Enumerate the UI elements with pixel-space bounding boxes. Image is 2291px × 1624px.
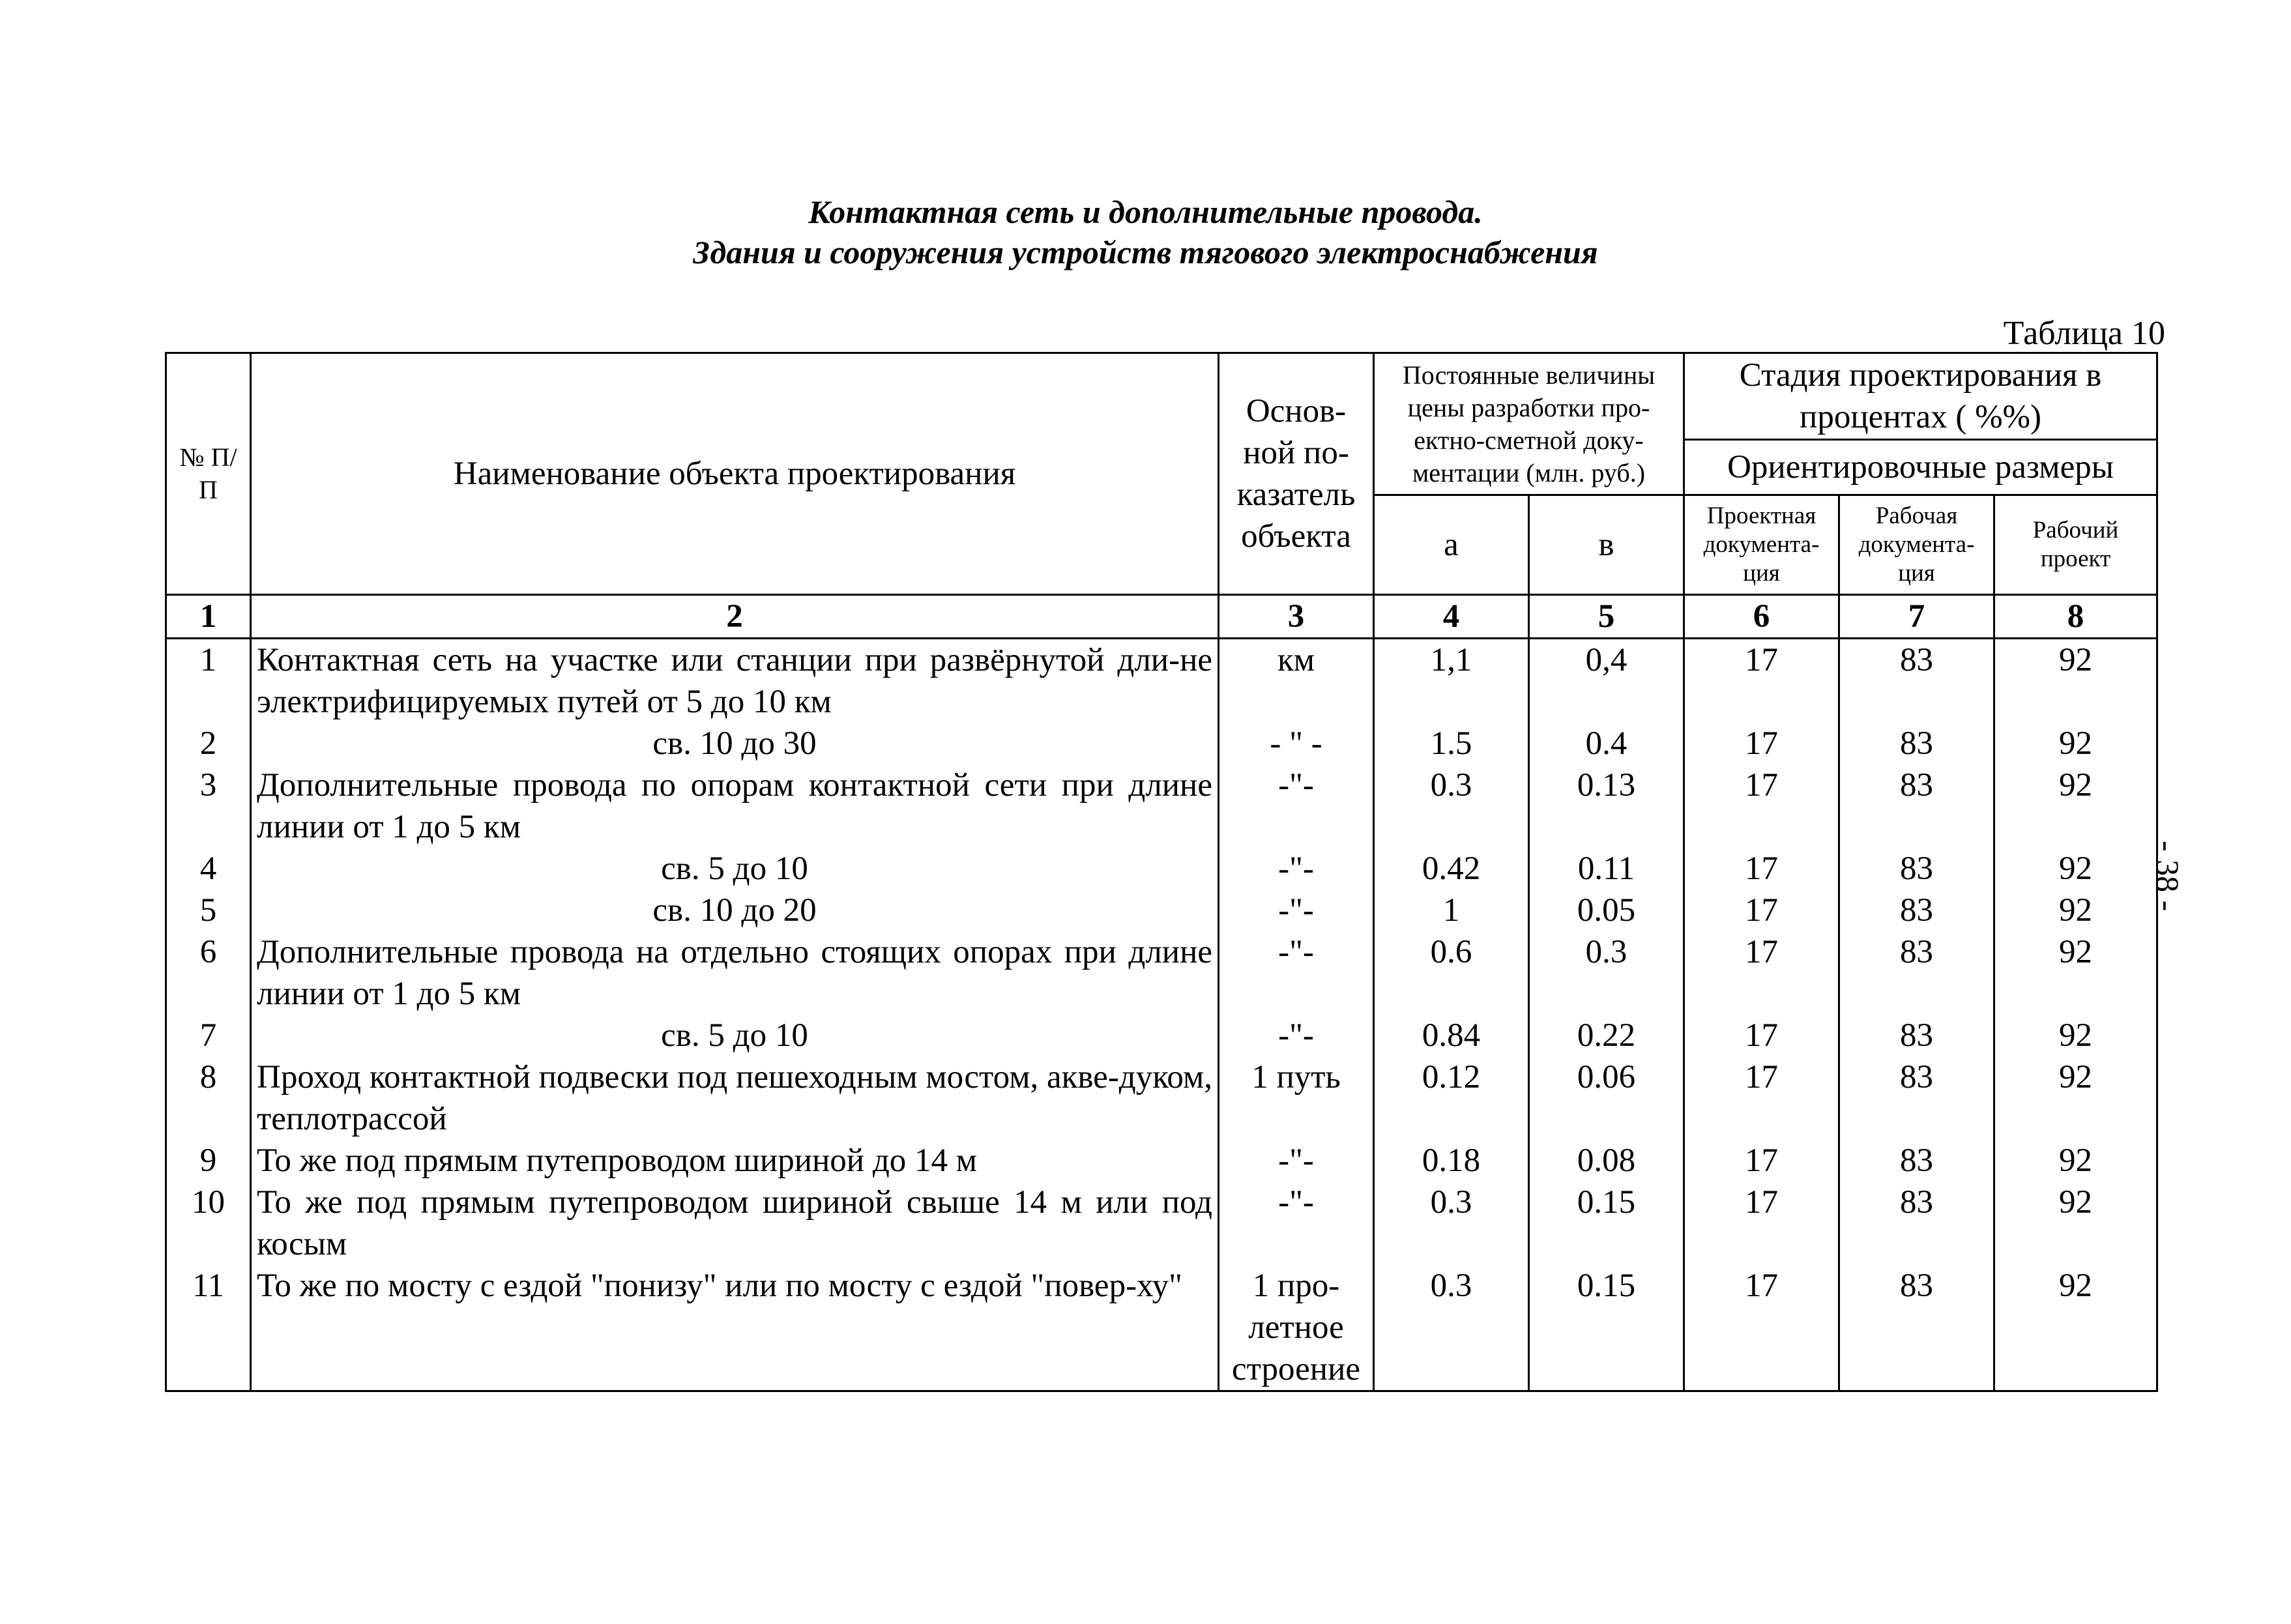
value-b: 0,4 bbox=[1529, 639, 1684, 723]
percent-project-doc: 17 bbox=[1684, 1056, 1839, 1140]
header-stage: Стадия проектирования в процентах ( %%) bbox=[1684, 353, 2157, 440]
indicator-unit: -"- bbox=[1219, 764, 1374, 848]
percent-work-doc: 83 bbox=[1839, 1015, 1994, 1056]
percent-project-doc: 17 bbox=[1684, 890, 1839, 931]
table-row bbox=[166, 848, 2157, 890]
percent-project-doc: 17 bbox=[1684, 931, 1839, 1015]
percent-project-doc: 17 bbox=[1684, 1015, 1839, 1056]
percent-work-doc: 83 bbox=[1839, 931, 1994, 1015]
object-name: Проход контактной подвески под пешеходным мостом, акве-дуком, теплотрассой bbox=[251, 1056, 1219, 1140]
value-a: 0.84 bbox=[1374, 1015, 1529, 1056]
header-work-project: Рабочий проект bbox=[1994, 495, 2157, 595]
table-row bbox=[166, 639, 2157, 723]
column-number: 2 bbox=[251, 595, 1219, 639]
header-indicator: Основ-ной по-казатель объекта bbox=[1219, 353, 1374, 595]
row-number: 5 bbox=[166, 890, 251, 931]
percent-work-project: 92 bbox=[1994, 848, 2157, 890]
indicator-unit: 1 про-летное строение bbox=[1219, 1265, 1374, 1391]
row-number: 4 bbox=[166, 848, 251, 890]
page-number: - 38 - bbox=[2150, 841, 2186, 912]
value-a: 0.18 bbox=[1374, 1140, 1529, 1182]
percent-project-doc: 17 bbox=[1684, 1140, 1839, 1182]
value-b: 0.3 bbox=[1529, 931, 1684, 1015]
percent-work-doc: 83 bbox=[1839, 1182, 1994, 1265]
indicator-unit: км bbox=[1219, 639, 1374, 723]
percent-work-doc: 83 bbox=[1839, 639, 1994, 723]
header-col-b: в bbox=[1529, 495, 1684, 595]
percent-work-project: 92 bbox=[1994, 639, 2157, 723]
document-title-line1: Контактная сеть и дополнительные провода. bbox=[808, 194, 1483, 230]
table-row bbox=[166, 931, 2157, 1015]
header-name: Наименование объекта проектирования bbox=[251, 353, 1219, 595]
object-name: св. 10 до 30 bbox=[251, 723, 1219, 764]
percent-work-doc: 83 bbox=[1839, 723, 1994, 764]
percent-work-project: 92 bbox=[1994, 1015, 2157, 1056]
value-a: 1.5 bbox=[1374, 723, 1529, 764]
table-row bbox=[166, 764, 2157, 848]
row-number: 10 bbox=[166, 1182, 251, 1265]
header-work-doc: Рабочая документа-ция bbox=[1839, 495, 1994, 595]
percent-work-doc: 83 bbox=[1839, 890, 1994, 931]
value-a: 0.3 bbox=[1374, 1182, 1529, 1265]
table-label: Таблица 10 bbox=[2003, 315, 2165, 352]
row-number: 7 bbox=[166, 1015, 251, 1056]
indicator-unit: -"- bbox=[1219, 890, 1374, 931]
percent-project-doc: 17 bbox=[1684, 848, 1839, 890]
column-number-row bbox=[166, 595, 2157, 639]
table-row bbox=[166, 1056, 2157, 1140]
percent-work-doc: 83 bbox=[1839, 848, 1994, 890]
value-b: 0.06 bbox=[1529, 1056, 1684, 1140]
value-a: 1,1 bbox=[1374, 639, 1529, 723]
indicator-unit: 1 путь bbox=[1219, 1056, 1374, 1140]
percent-project-doc: 17 bbox=[1684, 764, 1839, 848]
value-b: 0.05 bbox=[1529, 890, 1684, 931]
percent-work-doc: 83 bbox=[1839, 1265, 1994, 1391]
value-b: 0.15 bbox=[1529, 1182, 1684, 1265]
value-a: 0.6 bbox=[1374, 931, 1529, 1015]
table-row bbox=[166, 1265, 2157, 1391]
table-row bbox=[166, 1015, 2157, 1056]
table-row bbox=[166, 1182, 2157, 1265]
indicator-unit: -"- bbox=[1219, 931, 1374, 1015]
value-b: 0.22 bbox=[1529, 1015, 1684, 1056]
header-approx: Ориентировочные размеры bbox=[1684, 440, 2157, 495]
percent-work-doc: 83 bbox=[1839, 1056, 1994, 1140]
value-b: 0.11 bbox=[1529, 848, 1684, 890]
value-a: 0.12 bbox=[1374, 1056, 1529, 1140]
object-name: св. 5 до 10 bbox=[251, 848, 1219, 890]
percent-work-project: 92 bbox=[1994, 931, 2157, 1015]
header-project-doc: Проектная документа-ция bbox=[1684, 495, 1839, 595]
table-row bbox=[166, 890, 2157, 931]
column-number: 5 bbox=[1529, 595, 1684, 639]
column-number: 8 bbox=[1994, 595, 2157, 639]
object-name: То же под прямым путепроводом шириной свыше 14 м или под косым bbox=[251, 1182, 1219, 1265]
indicator-unit: -"- bbox=[1219, 1140, 1374, 1182]
percent-project-doc: 17 bbox=[1684, 723, 1839, 764]
object-name: То же по мосту с ездой "понизу" или по мосту с ездой "повер-ху" bbox=[251, 1265, 1219, 1391]
row-number: 3 bbox=[166, 764, 251, 848]
pricing-table bbox=[165, 352, 2158, 1392]
header-constants: Постоянные величины цены разработки про-ектно-сметной доку-ментации (млн. руб.) bbox=[1374, 353, 1684, 495]
indicator-unit: -"- bbox=[1219, 1182, 1374, 1265]
column-number: 7 bbox=[1839, 595, 1994, 639]
object-name: св. 5 до 10 bbox=[251, 1015, 1219, 1056]
indicator-unit: -"- bbox=[1219, 1015, 1374, 1056]
value-a: 1 bbox=[1374, 890, 1529, 931]
column-number: 3 bbox=[1219, 595, 1374, 639]
value-b: 0.15 bbox=[1529, 1265, 1684, 1391]
row-number: 6 bbox=[166, 931, 251, 1015]
row-number: 1 bbox=[166, 639, 251, 723]
column-number: 4 bbox=[1374, 595, 1529, 639]
value-a: 0.3 bbox=[1374, 764, 1529, 848]
percent-work-doc: 83 bbox=[1839, 764, 1994, 848]
indicator-unit: - " - bbox=[1219, 723, 1374, 764]
indicator-unit: -"- bbox=[1219, 848, 1374, 890]
row-number: 8 bbox=[166, 1056, 251, 1140]
row-number: 2 bbox=[166, 723, 251, 764]
table-row bbox=[166, 723, 2157, 764]
column-number: 1 bbox=[166, 595, 251, 639]
value-b: 0.13 bbox=[1529, 764, 1684, 848]
value-b: 0.08 bbox=[1529, 1140, 1684, 1182]
percent-work-project: 92 bbox=[1994, 723, 2157, 764]
column-number: 6 bbox=[1684, 595, 1839, 639]
value-a: 0.42 bbox=[1374, 848, 1529, 890]
document-title-line2: Здания и сооружения устройств тягового электроснабжения bbox=[693, 234, 1598, 270]
row-number: 9 bbox=[166, 1140, 251, 1182]
percent-work-project: 92 bbox=[1994, 764, 2157, 848]
percent-work-project: 92 bbox=[1994, 1056, 2157, 1140]
percent-project-doc: 17 bbox=[1684, 1182, 1839, 1265]
percent-work-project: 92 bbox=[1994, 1182, 2157, 1265]
percent-project-doc: 17 bbox=[1684, 1265, 1839, 1391]
header-num: № П/П bbox=[166, 353, 251, 595]
table-row bbox=[166, 1140, 2157, 1182]
percent-work-doc: 83 bbox=[1839, 1140, 1994, 1182]
value-b: 0.4 bbox=[1529, 723, 1684, 764]
percent-project-doc: 17 bbox=[1684, 639, 1839, 723]
object-name: Контактная сеть на участке или станции при развёрнутой дли-не электрифицируемых путей от 5 до 10 км bbox=[251, 639, 1219, 723]
percent-work-project: 92 bbox=[1994, 890, 2157, 931]
object-name: Дополнительные провода на отдельно стоящих опорах при длине линии от 1 до 5 км bbox=[251, 931, 1219, 1015]
value-a: 0.3 bbox=[1374, 1265, 1529, 1391]
object-name: св. 10 до 20 bbox=[251, 890, 1219, 931]
header-col-a: а bbox=[1374, 495, 1529, 595]
object-name: Дополнительные провода по опорам контактной сети при длине линии от 1 до 5 км bbox=[251, 764, 1219, 848]
object-name: То же под прямым путепроводом шириной до 14 м bbox=[251, 1140, 1219, 1182]
row-number: 11 bbox=[166, 1265, 251, 1391]
percent-work-project: 92 bbox=[1994, 1140, 2157, 1182]
percent-work-project: 92 bbox=[1994, 1265, 2157, 1391]
